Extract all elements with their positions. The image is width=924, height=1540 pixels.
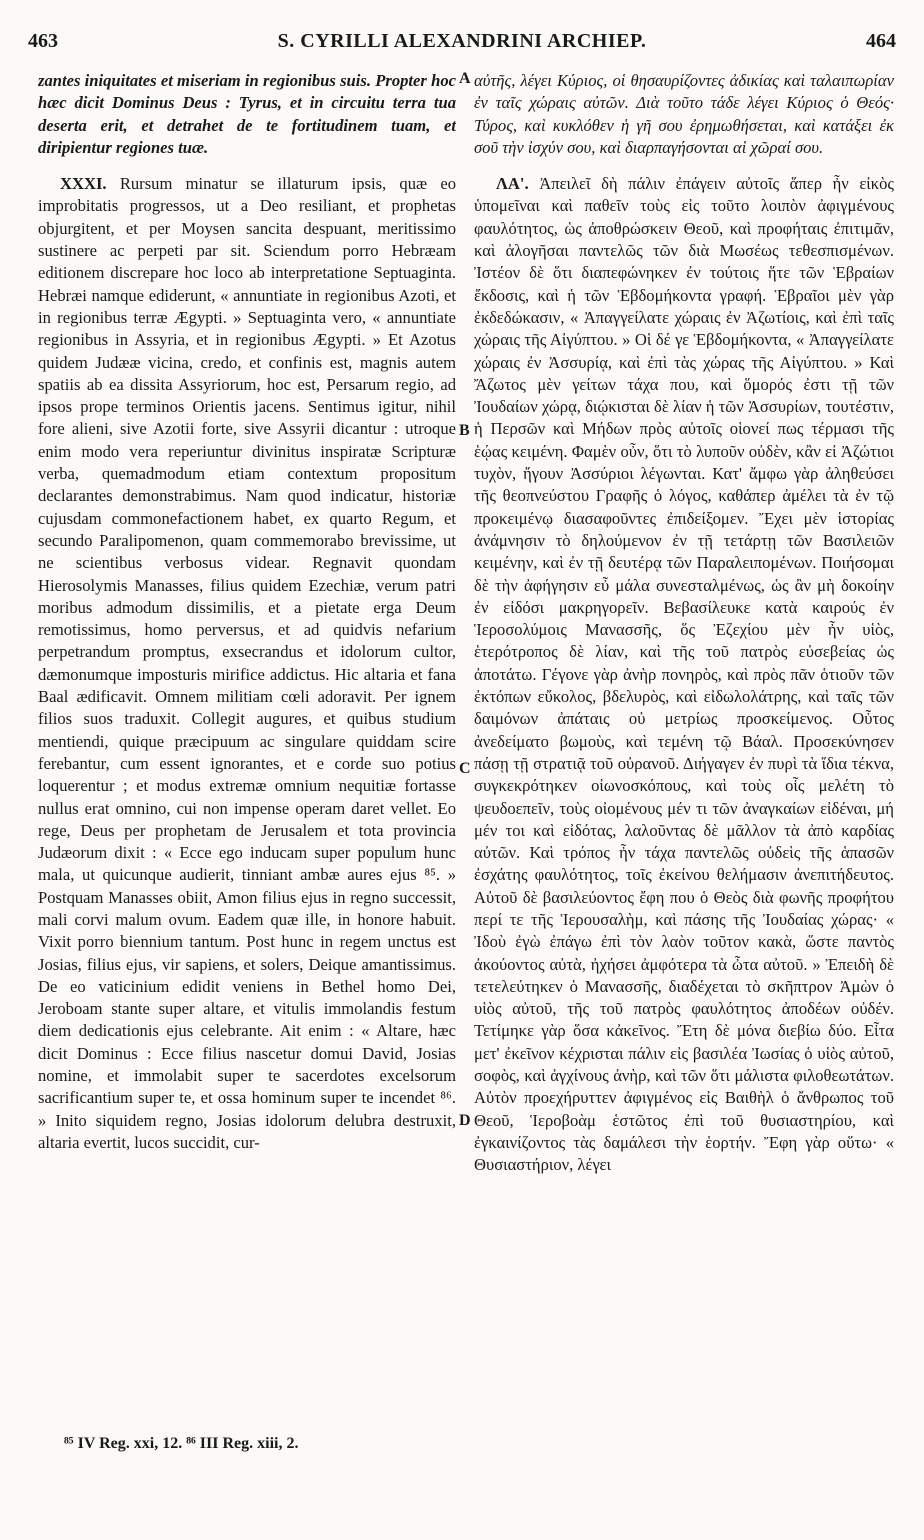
page-number-right: 464 bbox=[866, 30, 896, 52]
running-title: S. CYRILLI ALEXANDRINI ARCHIEP. bbox=[277, 30, 647, 52]
margin-marker-d: D bbox=[459, 1112, 471, 1129]
greek-column bbox=[474, 70, 894, 1430]
latin-paragraph-text: Rursum minatur se illaturum ipsis, quæ eo improbitatis progressos, ut a Deo resiliant, et prophetas objurgitent, et per Moysen sancita despuant, meritissimo sustinere ac perpeti par sit. Sciendum porro Hebræam editionem discrepare hoc loco ab interpretatione Septuaginta. Hebræi namque ediderunt, « annuntiate in regionibus Azoti, et in regionibus terræ Ægypti. » Septuaginta vero, « annuntiate regionibus in Assyria, et in regionibus Ægypti. » Et Azotus quidem Judææ vicina, credo, et confinis est, magnis autem spatiis ab ea dissita Assyriorum, hoc est, Persarum regio, ad ipsos prope terminos Orientis jacens. Sentimus igitur, nihil fore alieni, sive Azotii forte, sive Assyrii dicantur : utroque enim modo vera reperiuntur divinitus inspiratæ Scripturæ verba, quemadmodum etiam contextum propositum declarantes demonstrabimus. Nam quod indicatur, historiæ cujusdam commonefactionem habet, ex quarto Regum, et secundo Paralipomenon, quam commemorabo brevissime, ut ne scientibus verbosus videar. Regnavit quondam Hierosolymis Manasses, filius quidem Ezechiæ, verum patri moribus admodum dissimilis, et a pietate erga Deum remotissimus, homo perversus, et ad quidvis nefarium perpetrandum promptus, exsecrandus et idolorum cultor, dæmonumque imposturis mirifice addictus. Hic altaria et fana Baal ædificavit. Omnem militiam cœli adoravit. Per ignem filios suos traduxit. Collegit augures, et quibus studium mentiendi, quique præcipuum ac singulare quiddam scire ferebantur, cum essent ignorantes, et e corde suo potius loquerentur ; et modus extremæ omnium nequitiæ fortasse nullus erat omnino, cui non impense operam daret vellet. Eo rege, Deus per prophetam de Jerusalem et tota provincia Judæorum dixit : « Ecce ego inducam super populum hunc mala, ut quicunque audierit, tinniant ambæ aures ejus ⁸⁵. » Postquam Manasses obiit, Amon filius ejus in regno successit, mali corvi malum ovum. Eadem quæ ille, in honore habuit. Vixit porro biennium tantum. Post hunc in regem unctus est Josias, filius ejus, vir sapiens, et solers, Deique amantissimus. De eo vaticinium edidit veniens in Bethel homo Dei, Jeroboam stante super altare, et vitulis immolandis festum diem dedicationis ejus celebrante. Ait enim : « Altare, hæc dicit Dominus : Ecce filius nascetur domui David, Josias nomine, et immolabit super te sacerdotes excelsorum sacrificantium super te, et ossa hominum super te incendet ⁸⁶. » Inito siquidem regno, Josias idolorum delubra destruxit, altaria evertit, lucos succidit, cur- bbox=[38, 174, 456, 1152]
latin-section-number: XXXI. bbox=[60, 174, 107, 194]
greek-paragraph-text: Ἀπειλεῖ δὴ πάλιν ἐπάγειν αὐτοῖς ἅπερ ἦν εἰκὸς ὑπομεῖναι καὶ παθεῖν τοὺς εἰς τοῦτο λοιπὸν ἀφιγμένους φαυλότητος, ὡς ἀποθρώσκειν Θεοῦ, καὶ προφήταις ἐπιτιμᾶν, καὶ ἀλογῆσαι παντελῶς τῶν διὰ Μωσέως τεθεσπισμένων. Ἰστέον δὲ ὅτι διαπεφώνηκεν ἐν τούτοις ἥτε τῶν Ἑβραίων ἔκδοσις, καὶ ἡ τῶν Ἑβδομήκοντα γραφή. Ἑβραῖοι μὲν γὰρ ἐκδεδώκασιν, « Ἀπαγγείλατε χώραις ἐν Ἀζωτίοις, καὶ ἐπὶ ταῖς χώραις τῆς Αἰγύπτου. » Οἱ δέ γε Ἑβδομήκοντα, « Ἀπαγγείλατε χώραις ἐν Ἀσσυρίᾳ, καὶ ἐπὶ τὰς χώρας τῆς Αἰγύπτου. » Καὶ Ἄζωτος μὲν γείτων τάχα που, καὶ ὅμορός ἐστι τῇ τῶν Ἰουδαίων χώρᾳ, διῴκισται δὲ λίαν ἡ τῶν Ἀσσυρίων, τουτέστιν, ἡ Περσῶν καὶ Μήδων πρὸς αὐτοῖς οἱονεί πως τέρμασι τῆς ἑῴας κειμένη. Φαμὲν οὖν, ὅτι τὸ λυποῦν οὐδὲν, κἂν εἰ Ἀζώτιοι τυχὸν, ἤγουν Ἀσσύριοι λέγωνται. Κατ' ἄμφω γὰρ ἀληθεύσει τῆς θεοπνεύστου Γραφῆς ὁ λόγος, καθάπερ ἀμέλει τὰ ἐν τῷ προκειμένῳ διασαφοῦντες ἐπιδείξομεν. Ἔχει μὲν ἱστορίας ἀνάμνησιν τὸ δηλούμενον ἐν τῇ τετάρτῃ τῶν Βασιλειῶν κειμένην, καὶ ἐν τῇ δευτέρᾳ τῶν Παραλειπομένων. Ποιήσομαι δὲ τὴν ἀφήγησιν εὖ μάλα συνεσταλμένως, ὡς ἂν μὴ δοκοίην ἐν εἰδόσι μακρηγορεῖν. Βεβασίλευκε κατὰ καιρούς ἐν Ἱεροσολύμοις Μανασσῆς, ὅς Ἐζεχίου μὲν ἦν υἱὸς, ἑτερότροπος δὲ λίαν, καὶ τῆς τοῦ πατρὸς εὐσεβείας ὡς ἀποτάτω. Γέγονε γὰρ ἀνὴρ πονηρὸς, καὶ πρὸς πᾶν ὁτιοῦν τῶν ἐκτόπων εὔκολος, βδελυρὸς, καὶ εἰδωλολάτρης, καὶ ταῖς τῶν δαιμόνων ἀπάταις οὐ μετρίως προσκείμενος. Οὗτος ἀνεδείματο βωμοὺς, καὶ τεμένη τῷ Βάαλ. Προσεκύνησεν πάσῃ τῇ στρατιᾷ τοῦ οὐρανοῦ. Διήγαγεν ἐν πυρὶ τὰ ἴδια τέκνα, συγκεκρότηκεν οἰωνοσκόπους, καὶ τοὺς οἷς μελέτη τὸ ψευδοεπεῖν, τοὺς οἰομένους μέν τι τῶν ἀναγκαίων εἰδέναι, μή μέν τοι καὶ εἰδότας, λαλοῦντας δὲ μᾶλλον τὰ ἀπὸ καρδίας αὐτῶν. Καὶ τρόπος ἦν τάχα παντελῶς οὐδεὶς τῆς ἁπασῶν ἐσχάτης φαυλότητος, τοῖς ἐκείνου θελήμασιν ἀνεπιτήδευτος. Αὐτοῦ δὲ βασιλεύοντος ἔφη που ὁ Θεὸς διὰ φωνῆς προφήτου περί τε τῆς Ἱερουσαλὴμ, καὶ πάσης τῆς Ἰουδαίας χώρας· « Ἰδοὺ ἐγὼ ἐπάγω ἐπὶ τὸν λαὸν τοῦτον κακὰ, ὥστε παντὸς ἀκούοντος αὐτὰ, ἠχήσει ἀμφότερα τὰ ὦτα αὐτοῦ. » Ἐπειδὴ δὲ τετελεύτηκεν ὁ Μανασσῆς, διαδέχεται τὸ σκῆπτρον Ἀμὼν ὁ υἱὸς αὐτοῦ, τῆς τοῦ πατρὸς φαυλότητος ἀποδέων οὐδέν. Τετίμηκε γὰρ ὅσα κἀκεῖνος. Ἔτη δὲ μόνα διεβίω δύο. Εἶτα μετ' ἐκεῖνον κέχρισται πάλιν εἰς βασιλέα Ἰωσίας ὁ υἱὸς αὐτοῦ, σοφὸς, καὶ ἀγχίνους ἀνὴρ, καὶ τῶν ὅτι μάλιστα φιλοθεωτάτων. Αὐτὸν προεχήρυττεν ἀφιγμένος εἰς Βαιθὴλ ὁ ἄνθρωπος τοῦ Θεοῦ, Ἱεροβοὰμ ἑστῶτος ἐπὶ τοῦ θυσιαστηρίου, καὶ ἐγκαινίζοντος τὰς δαμάλεσι τὴν ἑορτήν. Ἔφη γὰρ οὕτω· « Θυσιαστήριον, λέγει bbox=[474, 174, 894, 1175]
greek-paragraph-intro: αὐτῆς, λέγει Κύριος, οἱ θησαυρίζοντες ἀδικίας καὶ ταλαιπωρίαν ἐν ταῖς χώραις αὐτῶν. Διὰ τοῦτο τάδε λέγει Κύριος ὁ Θεός· Τύρος, καὶ κυκλόθεν ἡ γῆ σου ἐρημωθήσεται, καὶ κατάξει ἐκ σοῦ τὴν ἰσχύν σου, καὶ διαρπαγήσονται αἱ χῶραί σου. bbox=[474, 71, 894, 157]
latin-paragraph-intro: zantes iniquitates et miseriam in regionibus suis. Propter hoc hæc dicit Dominus Deus : Tyrus, et in circuitu terra tua deserta erit, et detrahet de te fortitudinem tuam, et diripientur regiones tuæ. bbox=[38, 71, 456, 157]
footnote: ⁸⁵ IV Reg. xxi, 12. ⁸⁶ III Reg. xiii, 2. bbox=[64, 1435, 299, 1452]
latin-column bbox=[38, 70, 456, 1430]
margin-marker-c: C bbox=[459, 760, 471, 777]
greek-section-number: ΛΑ'. bbox=[496, 174, 529, 194]
greek-paragraph-31 bbox=[474, 173, 894, 1176]
page-number-left: 463 bbox=[28, 30, 58, 52]
running-header bbox=[28, 30, 896, 60]
margin-marker-a: A bbox=[459, 70, 471, 87]
latin-paragraph-31 bbox=[38, 173, 456, 1154]
margin-marker-b: B bbox=[459, 422, 470, 439]
